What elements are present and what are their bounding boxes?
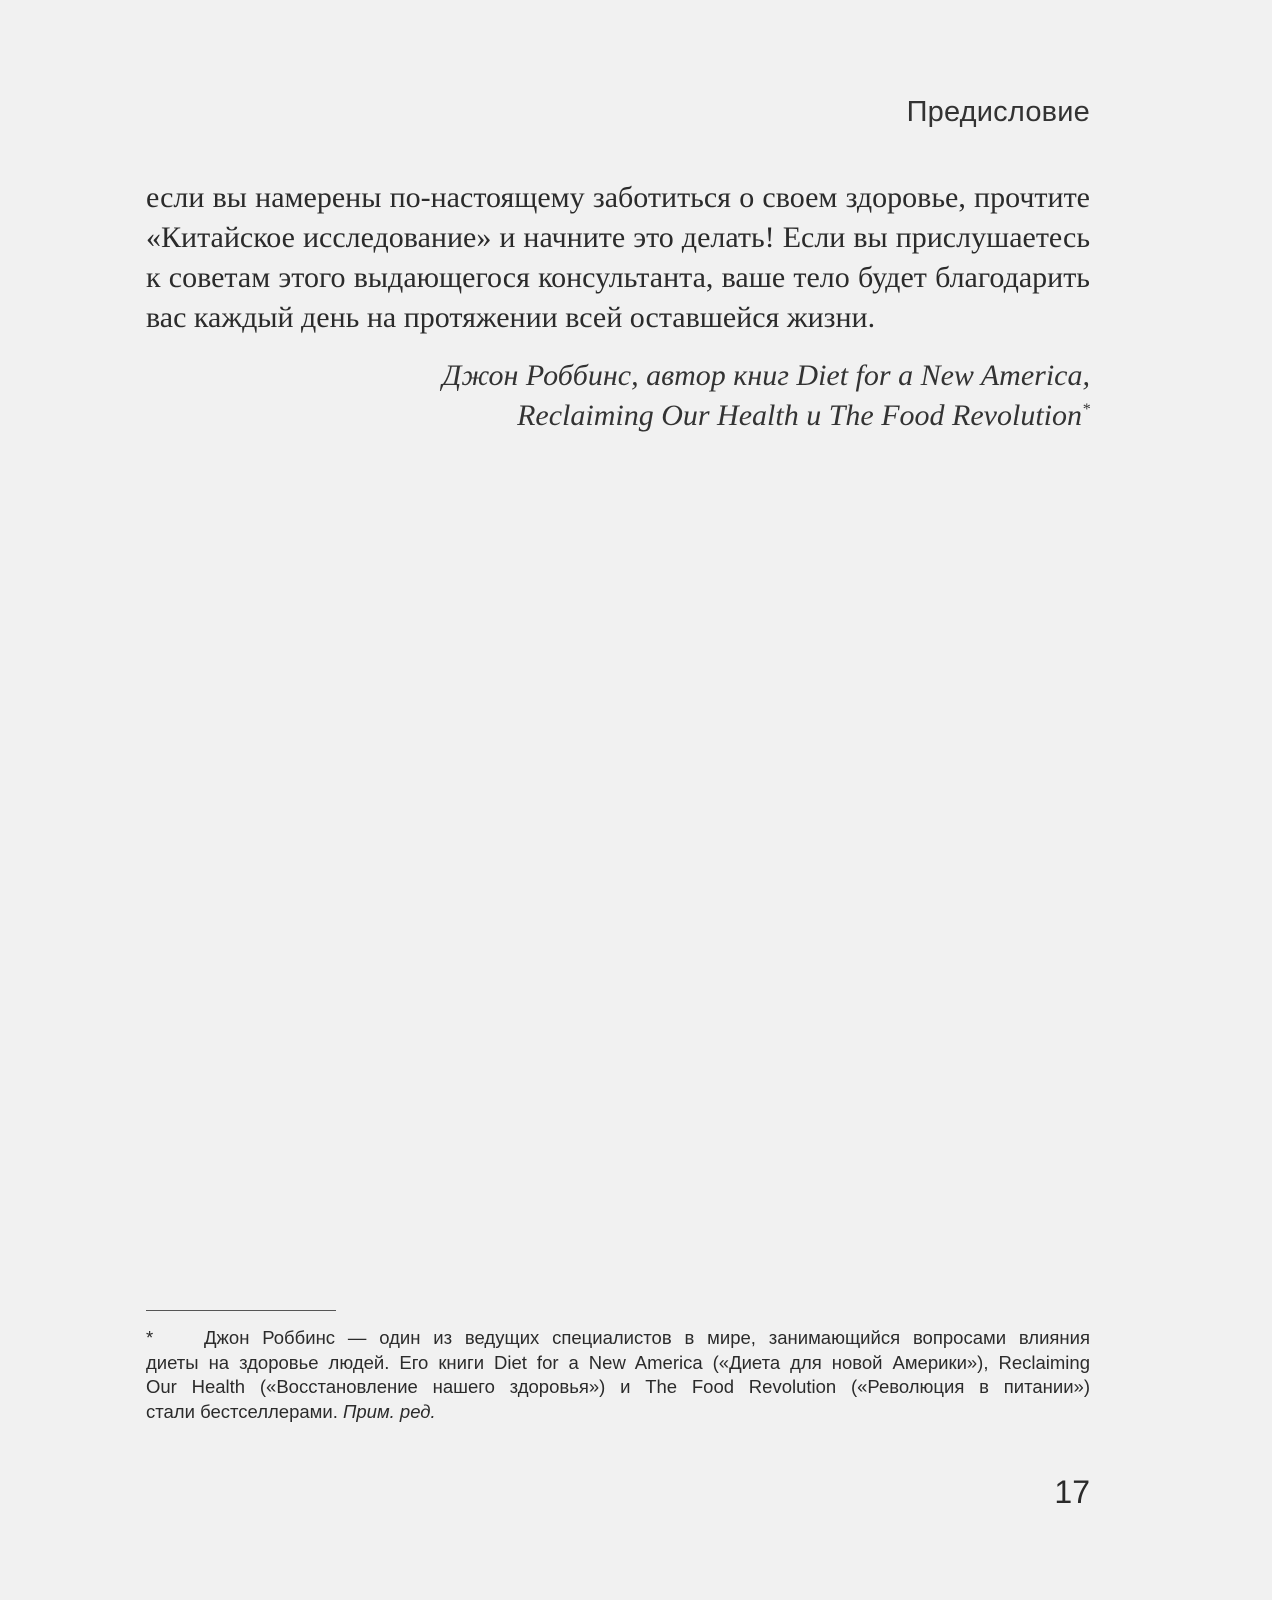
footnote xyxy=(146,1326,1090,1424)
footnote-line: диеты на здоровье людей. Его книги Diet for a New America («Диета для новой Америки»), Reclaiming xyxy=(146,1351,1090,1373)
quote-attribution xyxy=(442,356,1090,436)
running-header: Предисловие xyxy=(906,96,1090,128)
body-paragraph xyxy=(146,178,1090,338)
body-line: к советам этого выдающегося консультанта, ваше тело будет благодарить xyxy=(146,261,1090,294)
body-line: вас каждый день на протяжении всей оставшейся жизни. xyxy=(146,301,876,334)
page-number: 17 xyxy=(1054,1474,1090,1510)
attribution-line: Джон Роббинс, автор книг Diet for a New America, xyxy=(442,359,1090,392)
attribution-line: Reclaiming Our Health и The Food Revolution xyxy=(517,399,1082,432)
footnote-line: Our Health («Восстановление нашего здоровья») и The Food Revolution («Революция в питании») xyxy=(146,1376,1090,1397)
attribution-line-2 xyxy=(442,396,1090,436)
footnote-divider xyxy=(146,1310,336,1311)
footnote-text: Джон Роббинс — один из ведущих специалистов в мире, занимающийся вопросами влияния xyxy=(204,1327,1090,1348)
footnote-line xyxy=(146,1400,1090,1425)
footnote-reference-mark: * xyxy=(1082,401,1090,418)
footnote-marker: * xyxy=(146,1327,154,1348)
body-line: если вы намерены по-настоящему заботиться о своем здоровье, прочтите xyxy=(146,181,1090,214)
editor-note: Прим. ред. xyxy=(342,1400,436,1422)
footnote-line xyxy=(146,1326,1090,1351)
footnote-text: стали бестселлерами. xyxy=(146,1400,338,1422)
body-line: «Китайское исследование» и начните это делать! Если вы прислушаетесь xyxy=(146,221,1090,254)
